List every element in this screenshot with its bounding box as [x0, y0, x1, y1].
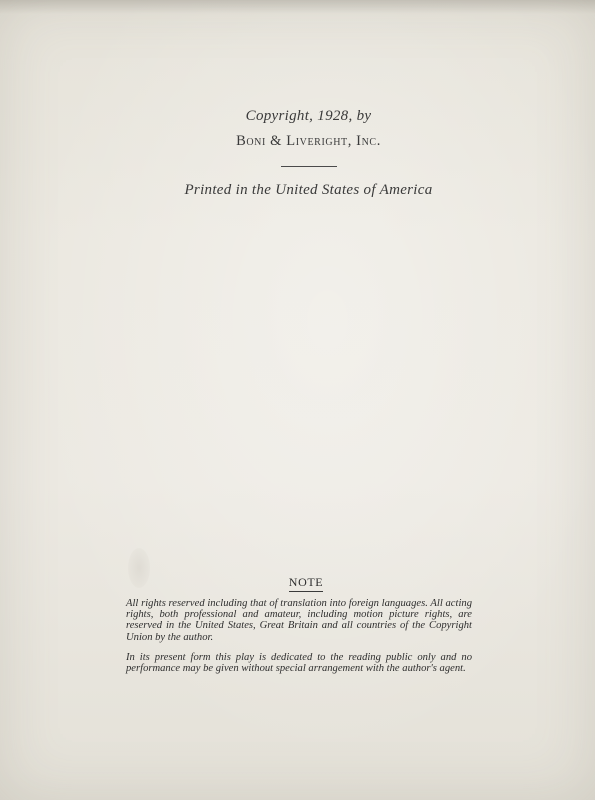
divider-rule: [281, 166, 337, 167]
note-heading-text: NOTE: [289, 575, 323, 592]
publisher-name: Boni & Liveright, Inc.: [236, 133, 381, 149]
note-heading: [140, 575, 472, 592]
note-paragraph-dedication: In its present form this play is dedicated to the reading public only and no performance may be given without special arrangement with the author's agent.: [126, 651, 472, 675]
note-block: [126, 575, 472, 674]
note-paragraph-rights: All rights reserved including that of translation into foreign languages. All acting rights, both professional and amateur, including motion picture rights, are reserved in the United States, Great Britain and all countries of the Copyright Union by the author.: [126, 598, 472, 643]
copyright-line: Copyright, 1928, by: [245, 108, 372, 124]
printed-in-line: Printed in the United States of America: [184, 182, 433, 198]
copyright-block: [0, 108, 595, 199]
